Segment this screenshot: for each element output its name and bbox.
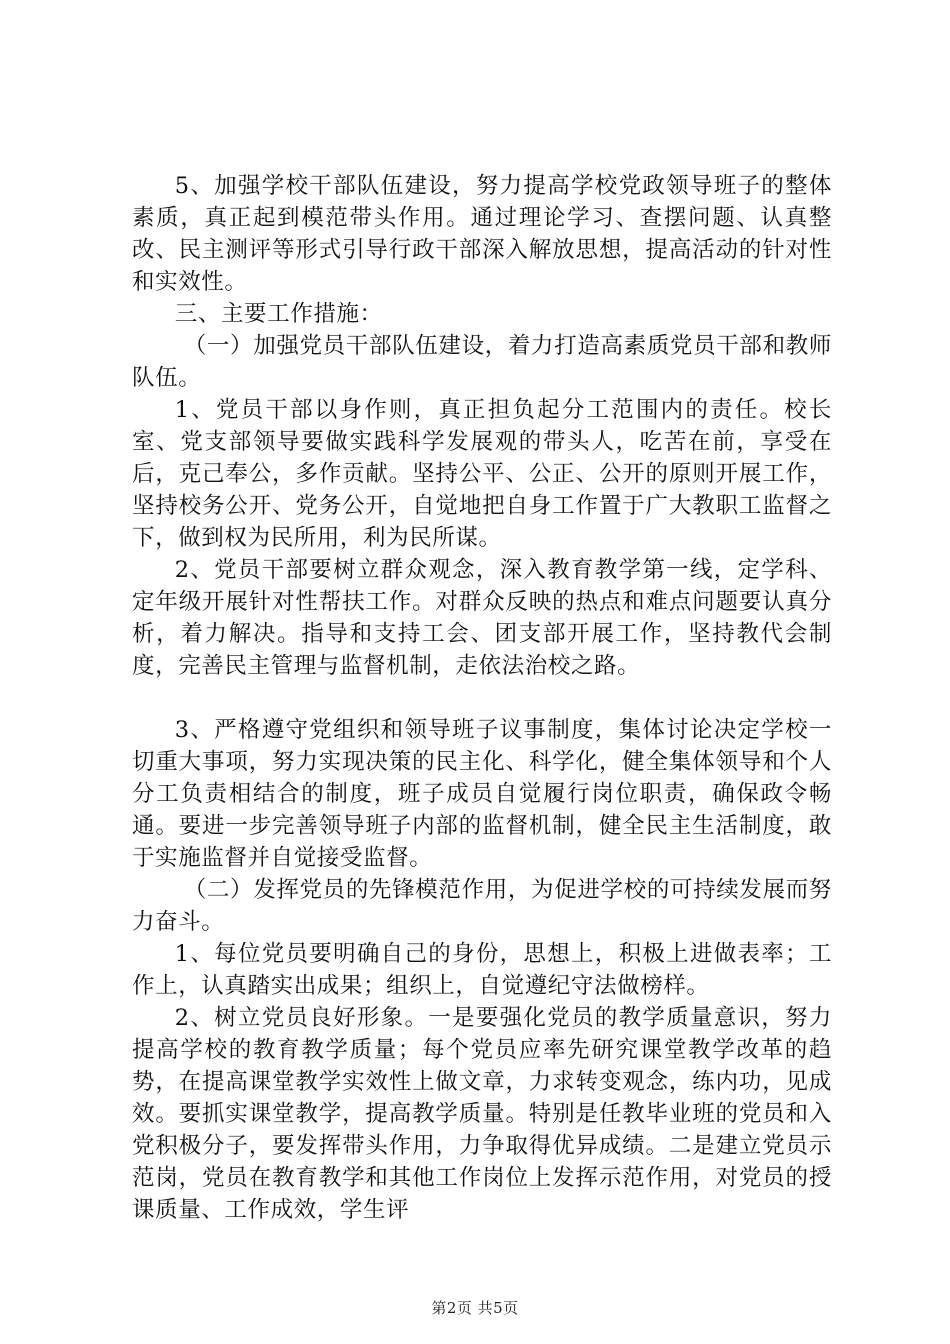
section-heading-measures: 三、主要工作措施： [174,301,383,327]
paragraph-item-3: 3、严格遵守党组织和领导班子议事制度，集体讨论决定学校一切重大事项，努力实现决策的民主化、科学化，健全集体领导和个人分工负责相结合的制度，班子成员自觉履行岗位职责，确保政令畅通。要进一步完善领导班子内部的监督机制，健全民主生活制度，敢于实施监督并自觉接受监督。 [132,717,832,871]
paragraph-item-1b: 1、每位党员要明确自己的身份，思想上，积极上进做表率；工作上，认真踏实出成果；组织上，自觉遵纪守法做榜样。 [132,941,832,999]
blank-line [132,682,832,714]
paragraph-item-2b: 2、树立党员良好形象。一是要强化党员的教学质量意识，努力提高学校的教育教学质量；每个党员应率先研究课堂教学改革的趋势，在提高课堂教学实效性上做文章，力求转变观念，练内功，见成效。要抓实课堂教学，提高教学质量。特别是任教毕业班的党员和入党积极分子，要发挥带头作用，力争取得优异成绩。二是建立党员示范岗，党员在教育教学和其他工作岗位上发挥示范作用，对党员的授课质量、工作成效，学生评 [132,1005,832,1223]
document-body [132,170,832,1226]
subsection-heading-1: （一）加强党员干部队伍建设，着力打造高素质党员干部和教师队伍。 [132,333,832,391]
page-number-footer: 第2页 共5页 [431,1299,519,1317]
paragraph-item-2: 2、党员干部要树立群众观念，深入教育教学第一线，定学科、定年级开展针对性帮扶工作。对群众反映的热点和难点问题要认真分析，着力解决。指导和支持工会、团支部开展工作，坚持教代会制度，完善民主管理与监督机制，走依法治校之路。 [132,557,832,679]
paragraph-item-5: 5、加强学校干部队伍建设，努力提高学校党政领导班子的整体素质，真正起到模范带头作用。通过理论学习、查摆问题、认真整改、民主测评等形式引导行政干部深入解放思想，提高活动的针对性和实效性。 [132,173,832,295]
paragraph-item-1: 1、党员干部以身作则，真正担负起分工范围内的责任。校长室、党支部领导要做实践科学发展观的带头人，吃苦在前，享受在后，克己奉公，多作贡献。坚持公平、公正、公开的原则开展工作，坚持校务公开、党务公开，自觉地把自身工作置于广大教职工监督之下，做到权为民所用，利为民所谋。 [132,397,832,551]
subsection-heading-2: （二）发挥党员的先锋模范作用，为促进学校的可持续发展而努力奋斗。 [132,877,832,935]
